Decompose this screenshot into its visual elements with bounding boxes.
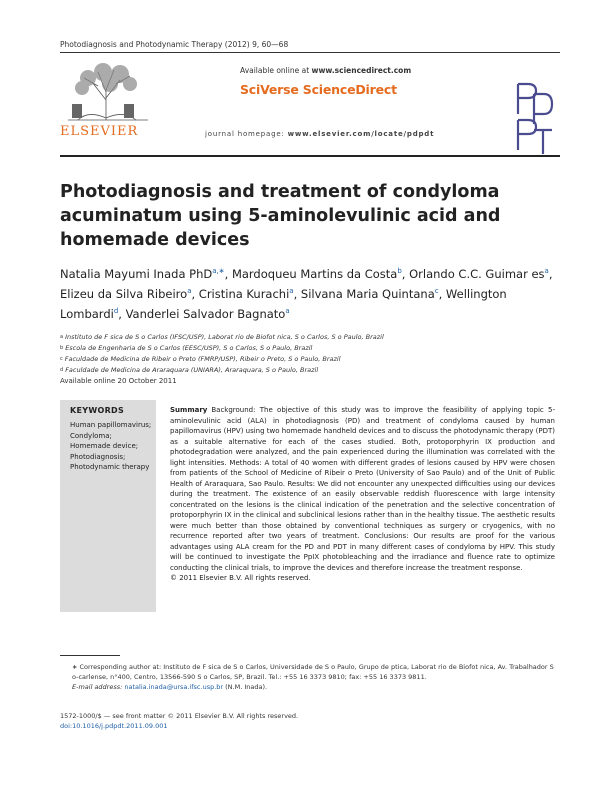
author-affiliation-mark[interactable]: c [434, 286, 439, 295]
author-name: Natalia Mayumi Inada PhD [60, 266, 213, 281]
sciverse-sciencedirect-brand: SciVerse ScienceDirect [240, 82, 397, 97]
author-affiliation-mark[interactable]: a [187, 286, 192, 295]
corresponding-author-footnote [60, 662, 560, 692]
footnote-rule [60, 655, 120, 656]
affiliation-mark: a [60, 334, 64, 340]
copyright-notice: © 2011 Elsevier B.V. All rights reserved. [170, 574, 311, 582]
email-suffix: (N.M. Inada). [223, 683, 268, 691]
author-name: Orlando C.C. Guimar es [409, 266, 545, 281]
affiliation-text: Faculdade de Medicina de Araraquara (UNIARA), Araraquara, S o Paulo, Brazil [65, 366, 319, 374]
affiliation-list [60, 332, 560, 376]
available-online-line [240, 66, 411, 75]
issn-line: 1572-1000/$ — see front matter © 2011 Elsevier B.V. All rights reserved. [60, 712, 299, 720]
corresponding-text: ∗ Corresponding author at: Instituto de F sica de S o Carlos, Universidade de S o Paulo, Grupo de ptica, Laborat rio de Biofot nica, Av. Trabalhador S o-carlense, n°400, Centro, 13566-590 S o Carlos, SP, Brazil. Tel.: +55 16 3373 9810; fax: +55 16 3373 9811. [72, 663, 554, 681]
sciencedirect-link[interactable]: www.sciencedirect.com [311, 66, 412, 75]
author-affiliation-mark[interactable]: a [544, 267, 549, 275]
journal-homepage-line [205, 130, 434, 138]
email-link[interactable]: natalia.inada@ursa.ifsc.usp.br [124, 683, 224, 691]
header-rule [60, 155, 560, 157]
affiliation-item [60, 365, 560, 376]
author-name: Elizeu da Silva Ribeiro [60, 286, 188, 301]
keyword-item: Photodynamic therapy [70, 463, 150, 471]
author-name: Silvana Maria Quintana [300, 286, 435, 301]
affiliation-item [60, 354, 560, 365]
affiliation-text: Faculdade de Medicina de Ribeir o Preto (FMRP/USP), Ribeir o Preto, S o Paulo, Brazil [64, 355, 341, 363]
author-affiliation-mark[interactable]: a [289, 286, 294, 295]
journal-reference: Photodiagnosis and Photodynamic Therapy (2012) 9, 60—68 [60, 40, 289, 49]
affiliation-mark: b [60, 345, 64, 351]
author-separator: , [293, 286, 301, 301]
author-separator: , [548, 266, 553, 281]
affiliation-mark: d [60, 367, 64, 373]
author-separator: , [224, 266, 232, 281]
article-title: Photodiagnosis and treatment of condyloma acuminatum using 5-aminolevulinic acid and homemade devices [60, 182, 501, 250]
author-affiliation-mark[interactable]: d [113, 306, 119, 315]
affiliation-mark: c [60, 356, 63, 362]
author-separator: , [191, 286, 199, 301]
homepage-prefix: journal homepage: [205, 130, 288, 138]
author-name: Vanderlei Salvador Bagnato [125, 306, 286, 321]
affiliation-text: Escola de Engenharia de S o Carlos (EESC/USP), S o Carlos, S o Paulo, Brazil [65, 344, 313, 352]
author-separator: , [401, 266, 410, 281]
summary-label: Summary [170, 406, 208, 414]
publisher-name: ELSEVIER [60, 124, 139, 139]
available-prefix: Available online at [240, 66, 312, 75]
keywords-list [70, 420, 154, 473]
doi-link[interactable]: doi:10.1016/j.pdpdt.2011.09.001 [60, 722, 168, 730]
keyword-item: Condyloma; [70, 431, 112, 440]
affiliation-item [60, 332, 560, 343]
author-affiliation-mark[interactable]: a [285, 306, 290, 315]
author-name: Cristina Kurachi [198, 286, 290, 301]
keyword-item: Homemade device; [70, 442, 139, 450]
available-online-date: Available online 20 October 2011 [60, 377, 177, 385]
author-affiliation-mark[interactable]: a,∗ [212, 267, 225, 275]
keyword-item: Photodiagnosis; [70, 452, 126, 461]
abstract [170, 405, 555, 584]
author-list [60, 263, 560, 322]
author-separator: , [118, 306, 126, 321]
author-separator: , [438, 286, 446, 301]
email-line [60, 682, 560, 692]
elsevier-tree-icon [58, 60, 158, 160]
summary-text: Background: The objective of this study was to improve the feasibility of applying topic 5-aminolevulinic acid (ALA) in photodiagnosis (PD) and treatment of condyloma caused by human papillomavirus (HPV) using two homemade handheld devices and to discuss the photodynamic therapy (PDT) as a suitable alternative for each of the cases studied. Both, protoporphyrin IX production and photodegradation were analyzed, and the pain experienced during the illumination was correlated with the light intensities. Methods: A total of 40 women with different grades of lesions caused by HPV were chosen from patients of the School of Medicine of Ribeir o Preto (University of Sao Paulo) and of the Unit of Public Health of Araraquara, Sao Paulo. Results: We did not encounter any unexpected difficulties using our devices during the treatment. The existence of an easily observable reddish fluorescence with large intensity concentrated on the lesions is the clinical indication of the penetration and the selective concentration of protoporphyrin IX in the clinical and subclinical lesions rather than in the healthy tissue. The aesthetic results were much better than those obtained by conventional techniques as surgery or cryogenics, with no recurrence reported after two years of treatment. Conclusions: Our results are proof for the various advantages using ALA cream for the PD and PDT in many different cases of condyloma by HPV. This study will be continued to investigate the PpIX photobleaching and the irradiance and fluence rate to optimize conducting the clinical trials, to improve the devices and therefore increase the treatment response. [170, 406, 555, 572]
email-label: E-mail address: [72, 683, 123, 691]
affiliation-item [60, 343, 560, 354]
author-affiliation-mark[interactable]: b [397, 267, 402, 275]
pdpdt-logo-icon [512, 80, 556, 156]
keywords-heading: KEYWORDS [70, 406, 125, 415]
author-name: Wellington Lombardi [60, 286, 507, 321]
issn-block [60, 711, 560, 731]
top-rule [60, 52, 560, 53]
keyword-item: Human papillomavirus; [70, 421, 152, 429]
affiliation-text: Instituto de F sica de S o Carlos (IFSC/USP), Laborat rio de Biofot nica, S o Carlos, S o Paulo, Brazil [65, 333, 384, 341]
journal-homepage-link[interactable]: www.elsevier.com/locate/pdpdt [287, 130, 435, 138]
author-name: Mardoqueu Martins da Costa [231, 266, 398, 281]
